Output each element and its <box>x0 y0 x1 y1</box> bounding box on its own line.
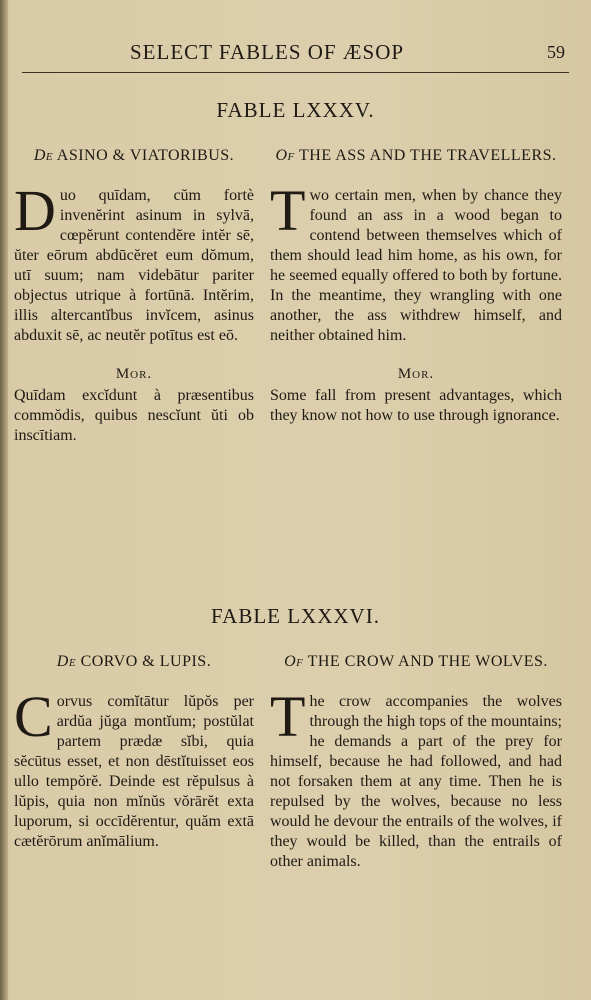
latin-body: Duo quīdam, cŭm fortè invenĕrint asinum in sylvā, cœpĕrunt contendĕre intĕr sē, ŭter eōrum abdūcĕret eum dŏmum, utī suum; nam videbātur pariter objectus utrique à fortūnā. Intĕrim, illis altercantĭbus invĭcem, asinus abduxit sē, ac neutĕr potītus est eō. <box>14 178 254 344</box>
fable-title: FABLE LXXXVI. <box>211 604 380 628</box>
latin-heading-text: ASINO & VIATORIBUS. <box>56 147 235 164</box>
header-rule <box>22 72 569 73</box>
running-head <box>0 40 591 70</box>
latin-column <box>14 652 254 852</box>
running-title: SELECT FABLES OF ÆSOP <box>130 40 405 64</box>
latin-moral-label: Mor. <box>115 366 153 382</box>
latin-heading-lead: De <box>56 653 77 670</box>
latin-heading-text: CORVO & LUPIS. <box>80 653 212 670</box>
latin-body: Corvus comĭtātur lŭpŏs per ardŭa jŭga montĭum; postŭlat partem prædæ sĭbi, quia sĕcūtus esset, et non dēstĭtuisset eos ullo tempŏrĕ. Deinde est rĕpulsus à lŭpis, quia non mĭnŭs vŏrārĕt exta luporum, si occīdĕrentur, quăm extā cætĕrōrum anĭmālium. <box>14 684 254 850</box>
english-heading <box>270 146 562 166</box>
english-heading-lead: Of <box>275 147 295 164</box>
english-body: Two certain men, when by chance they found an ass in a wood began to contend between themselves which of them should lead him home, as his own, for he seemed equally offered to both by fortune. In the meantime, they wrangling with one another, the ass withdrew himself, and neither obtained him. <box>270 178 562 344</box>
page-gutter <box>0 0 8 1000</box>
english-heading-text: THE CROW AND THE WOLVES. <box>307 653 548 670</box>
latin-heading <box>14 652 254 672</box>
english-heading-lead: Of <box>284 653 304 670</box>
page-number: 59 <box>547 42 565 62</box>
english-heading-text: THE ASS AND THE TRAVELLERS. <box>298 147 557 164</box>
english-column <box>270 652 562 872</box>
latin-heading <box>14 146 254 166</box>
latin-column <box>14 146 254 446</box>
latin-heading-lead: De <box>33 147 54 164</box>
english-heading <box>270 652 562 672</box>
english-moral: Some fall from present advantages, which they know not how to use through ignorance. <box>270 387 562 424</box>
english-body: The crow accompanies the wolves through the high tops of the mountains; he demands a part of the prey for himself, because he had followed, and had not forsaken them at any time. Then he is repulsed by the wolves, because no less would he devour the entrails of the wolves, if they would be killed, than the entrails of other animals. <box>270 684 562 870</box>
english-column <box>270 146 562 426</box>
fable-title: FABLE LXXXV. <box>216 98 375 122</box>
latin-moral: Quīdam excĭdunt à præsentibus commŏdis, quibus nescĭunt ŭti ob inscītiam. <box>14 387 254 444</box>
english-moral-label: Mor. <box>397 366 435 382</box>
